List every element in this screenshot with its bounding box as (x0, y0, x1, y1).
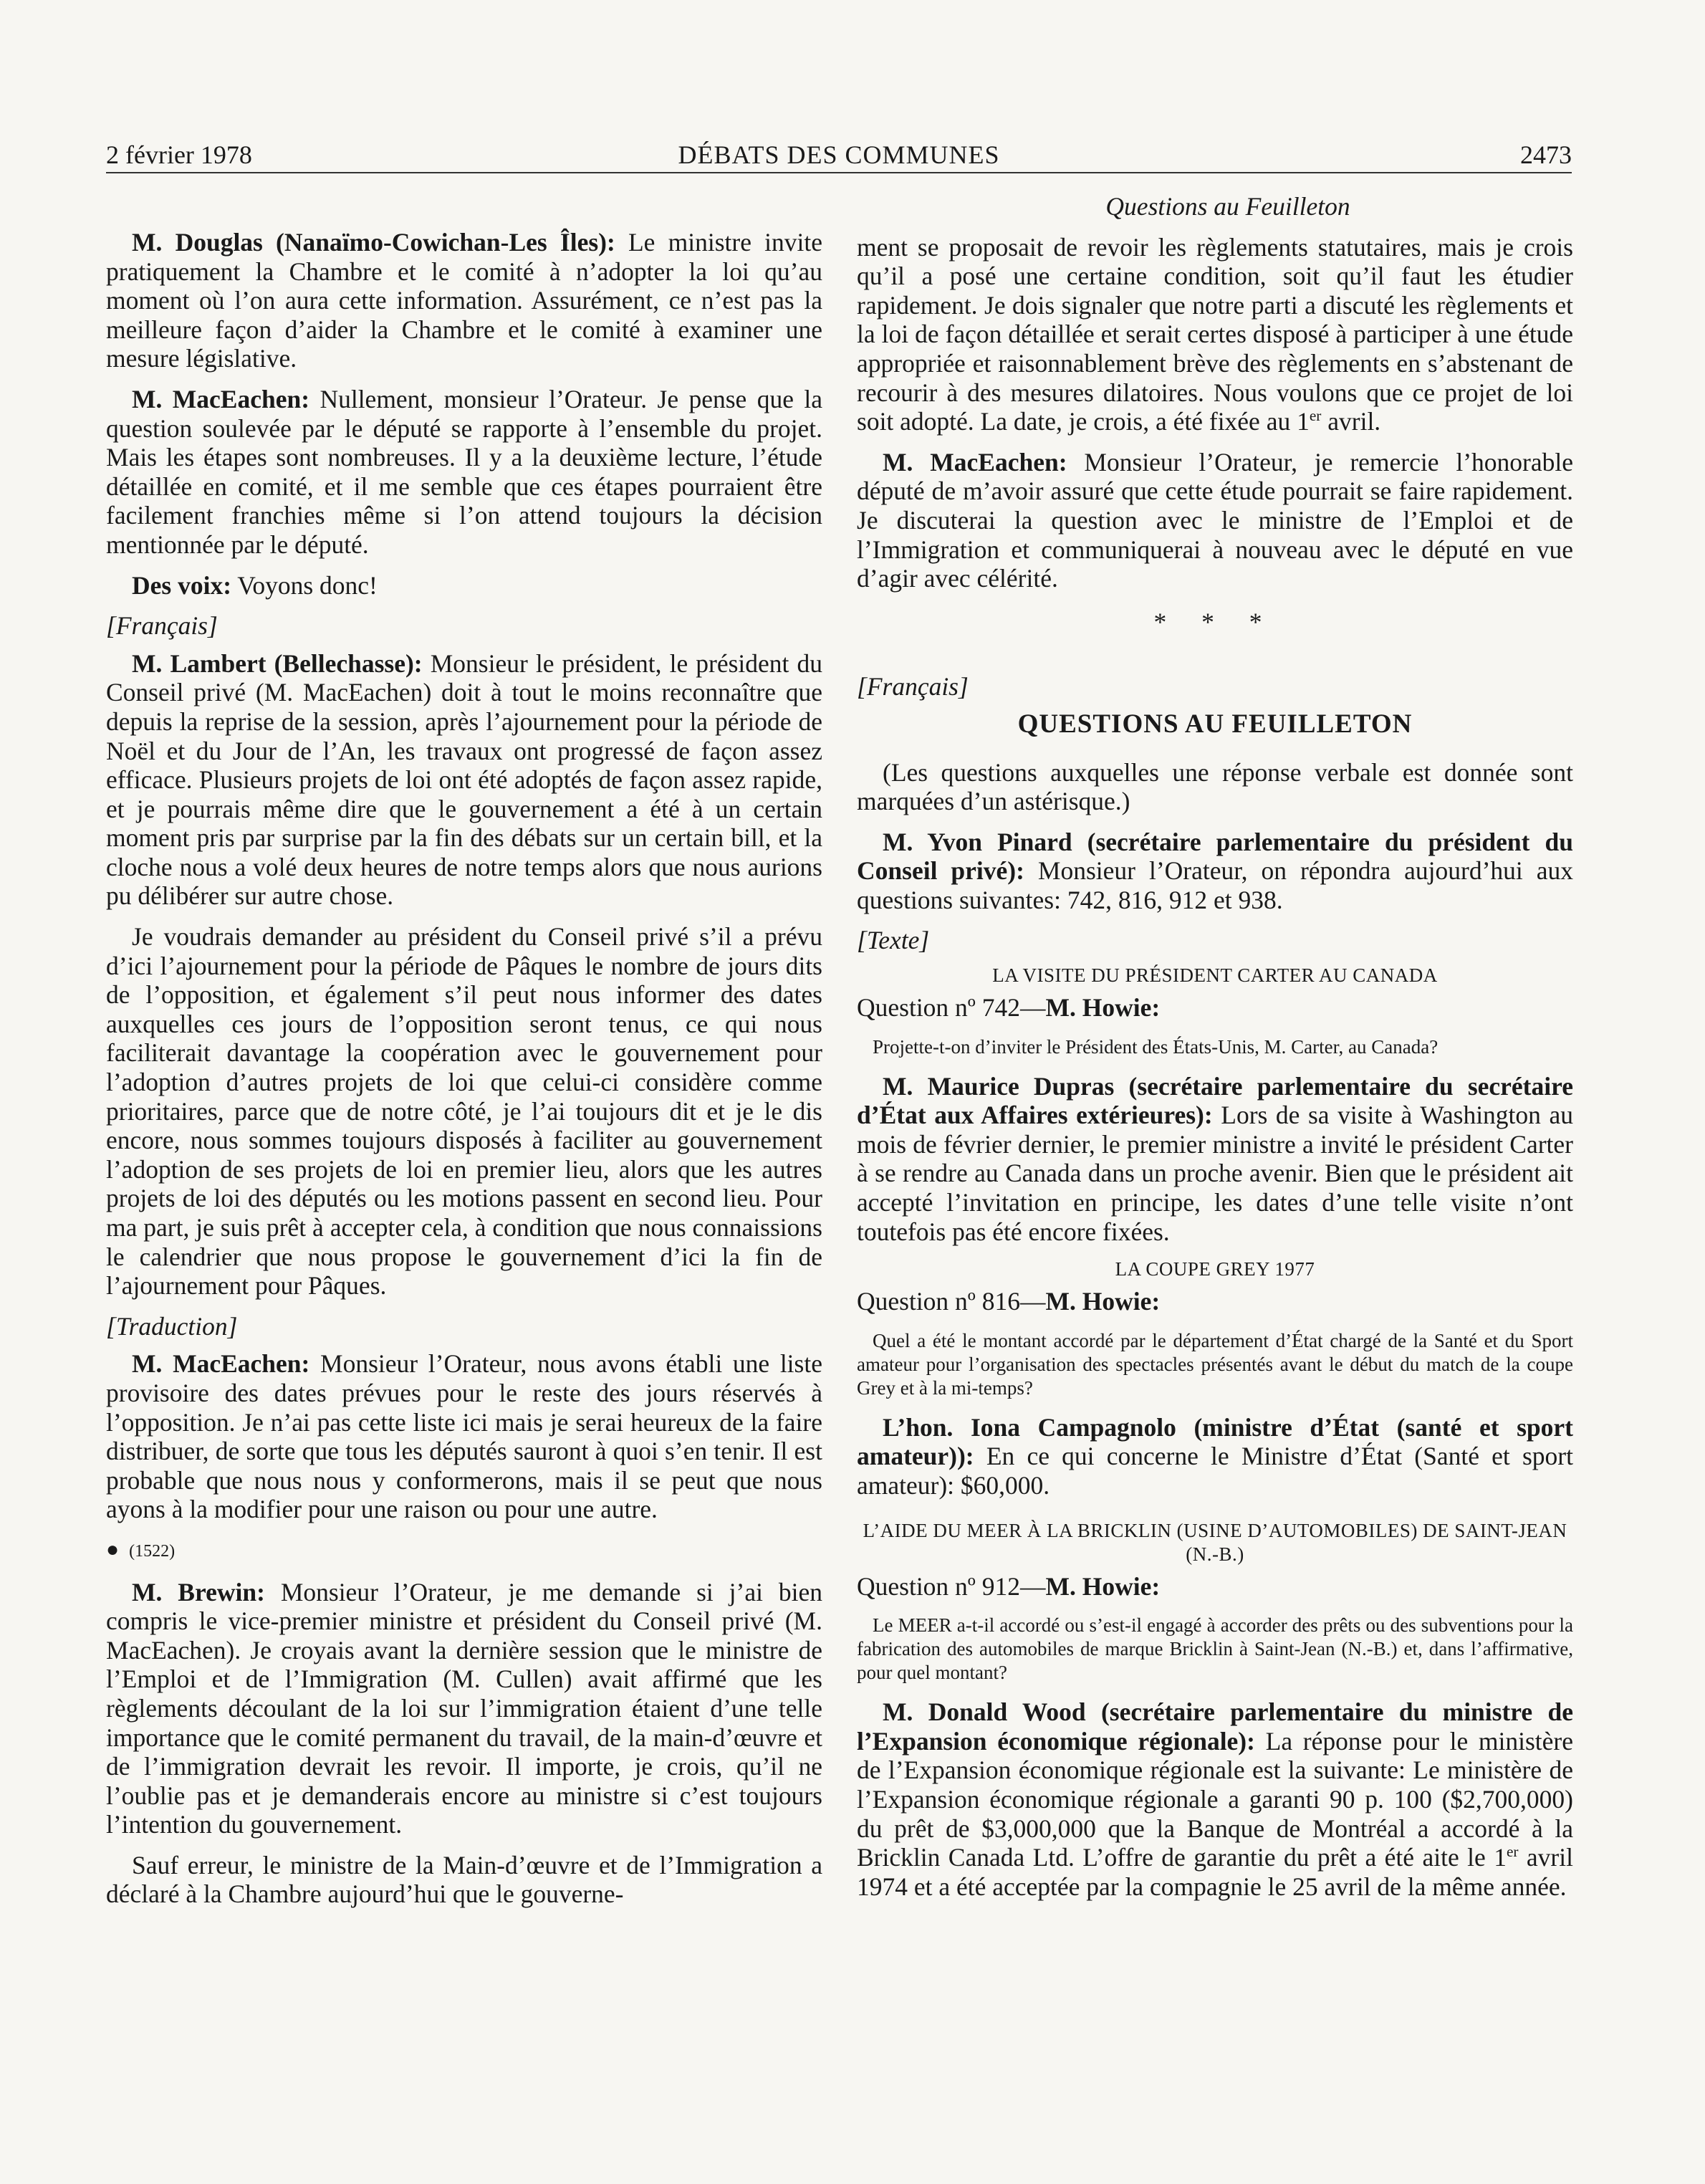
question-912-label: Question nº 912— (857, 1571, 1046, 1601)
language-tag-francais: [Français] (106, 611, 218, 641)
answer-816 (857, 1413, 1573, 1500)
question-912-asker: M. Howie: (1045, 1571, 1161, 1601)
speaker-lambert: M. Lambert (Bellechasse): (132, 648, 423, 678)
speaker-maceachen-3: M. MacEachen: (883, 447, 1067, 476)
page-header (106, 138, 1572, 173)
answer-912-ordinal: er (1506, 1843, 1519, 1861)
answer-912 (857, 1697, 1573, 1901)
speech-brewin: Monsieur l’Orateur, je me demande si j’ai bien compris le vice-premier ministre et président du Conseil privé (M. MacEachen). Je croyais avant la dernière session que le ministre de l’Emploi et de l’Immigration (M. Cullen) avait affirmé que les règlements découlant de la loi sur l’immigration étaient d’une telle importance que le comité permanent du travail, de la main-d’œuvre et de l’immigration devrait les revoir. Il importe, je crois, qu’il ne l’oublie pas et je demanderais encore au ministre si c’est toujours l’intention du gouvernement. (106, 1577, 822, 1839)
question-816-line (857, 1287, 1573, 1316)
speech-lambert: Monsieur le président, le président du Conseil privé (M. MacEachen) doit à tout le moins reconnaître que depuis la reprise de la session, après l’ajournement pour la période de Noël et du Jour de l’An, les travaux ont progressé de façon assez efficace. Plusieurs projets de loi ont été adoptés de façon assez rapide, et je pourrais même dire que le gouvernement a été à un certain moment pris par surprise par la fin des débats sur un certain bill, et la cloche nous a volé deux heures de notre temps alors que nous aurions pu délibérer sur autre chose. (106, 648, 822, 911)
question-816-title: LA COUPE GREY 1977 (1115, 1258, 1315, 1280)
time-marker-text: (1522) (129, 1541, 176, 1561)
speaker-douglas: M. Douglas (Nanaïmo-Cowichan-Les Îles): (132, 228, 615, 257)
language-tag-texte: [Texte] (857, 926, 930, 955)
paragraph-brewin-2: Sauf erreur, le ministre de la Main-d’œuvre et de l’Immigration a déclaré à la Chambre aujourd’hui que le gouverne- (106, 1850, 822, 1909)
question-816-label: Question nº 816— (857, 1287, 1046, 1316)
speech-maceachen-1: Nullement, monsieur l’Orateur. Je pense que la question soulevée par le député se rapporte à l’ensemble du projet. Mais les étapes sont nombreuses. Il y a la deuxième lecture, l’étude détaillée en comité, et il me semble que ces étapes pourraient être facilement franchies même si l’on attend toujours la décision mentionnée par le député. (106, 384, 822, 559)
answer-912-text: La réponse pour le ministère de l’Expansion économique régionale est la suivante: Le ministère de l’Expansion économique régionale a garanti 90 p. 100 ($2,700,000) du prêt de $3,000,000 que la Banque de Montréal a accordé à la Bricklin Canada Ltd. L’offre de garantie du prêt a été aite le 1 (857, 1726, 1573, 1872)
answer-816-text: En ce qui concerne le Ministre d’État (Santé et sport amateur): $60,000. (857, 1442, 1573, 1500)
paragraph-des-voix (106, 571, 822, 600)
header-title: DÉBATS DES COMMUNES (678, 140, 1000, 169)
language-tag-francais-2: [Français] (857, 672, 969, 701)
bullet-icon: ● (106, 1537, 120, 1561)
question-816-asker: M. Howie: (1045, 1287, 1161, 1316)
answer-742-text: Lors de sa visite à Washington au mois de février dernier, le premier ministre a invité le président Carter à se rendre au Canada dans un proche avenir. Bien que le président ait accepté l’invitation en principe, les dates d’une telle visite n’ont toutefois pas été encore fixées. (857, 1101, 1573, 1246)
answer-742 (857, 1072, 1573, 1247)
right-column (857, 192, 1573, 1912)
paragraph-maceachen-2 (106, 1349, 822, 1524)
continuation-ordinal: er (1309, 407, 1322, 425)
speech-maceachen-3: Monsieur l’Orateur, je remercie l’honorable député de m’avoir assuré que cette étude pourrait se faire rapidement. Je discuterai la question avec le ministre de l’Emploi et de l’Immigration et communiquerai à nouveau avec le député en vue d’agir avec célérité. (857, 447, 1574, 593)
section-title: QUESTIONS AU FEUILLETON (1017, 709, 1413, 739)
answer-912-end: avril 1974 et a été acceptée par la compagnie le 25 avril de la même année. (857, 1843, 1573, 1901)
answer-816-speaker: L’hon. Iona Campagnolo (ministre d’État (santé et sport amateur)): (857, 1412, 1573, 1471)
question-912-title: L’AIDE DU MEER À LA BRICKLIN (USINE D’AUTOMOBILES) DE SAINT-JEAN (N.-B.) (863, 1519, 1567, 1565)
paragraph-continuation (857, 233, 1573, 436)
question-912-text: Le MEER a-t-il accordé ou s’est-il engagé à accorder des prêts ou des subventions pour la fabrication des automobiles de marque Bricklin à Saint-Jean (N.-B.) et, dans l’affirmative, pour quel montant? (857, 1614, 1573, 1684)
speech-des-voix: Voyons donc! (231, 570, 378, 600)
speaker-maceachen: M. MacEachen: (132, 384, 310, 413)
answer-912-speaker: M. Donald Wood (secrétaire parlementaire du ministre de l’Expansion économique régionale): (857, 1697, 1573, 1756)
speech-douglas: Le ministre invite pratiquement la Chambre et le comité à n’adopter la loi qu’au moment où l’on aura cette information. Assurément, ce n’est pas la meilleure façon d’aider la Chambre et le comité à examiner une mesure législative. (106, 228, 822, 373)
speaker-des-voix: Des voix: (132, 570, 232, 600)
running-head: Questions au Feuilleton (1105, 192, 1350, 221)
continuation-text: ment se proposait de revoir les règlements statutaires, mais je crois qu’il a posé une certaine condition, soit qu’il faut les étudier rapidement. Je dois signaler que notre parti a discuté les règlements et la loi de façon détaillée et serait certes disposé à participer à une étude appropriée et raisonnablement brève des règlements en s’abstenant de recourir à des mesures dilatoires. Nous voulons que ce projet de loi soit adopté. La date, je crois, a été fixée au (857, 232, 1573, 436)
continuation-end: avril. (1321, 407, 1381, 436)
paragraph-maceachen-3 (857, 448, 1573, 593)
header-date: 2 février 1978 (106, 140, 252, 169)
left-column (106, 228, 822, 1920)
speaker-brewin: M. Brewin: (132, 1577, 265, 1606)
question-816-text: Quel a été le montant accordé par le département d’État chargé de la Santé et du Sport amateur pour l’organisation des spectacles présentés avant le début du match de la coupe Grey et à la mi-temps? (857, 1329, 1573, 1399)
question-742-line (857, 993, 1573, 1022)
paragraph-lambert (106, 649, 822, 911)
answer-742-speaker: M. Maurice Dupras (secrétaire parlementaire du secrétaire d’État aux Affaires extérieures): (857, 1071, 1573, 1130)
questions-intro: (Les questions auxquelles une réponse verbale est donnée sont marquées d’un astérisque.) (857, 757, 1573, 816)
question-742-asker: M. Howie: (1045, 993, 1161, 1022)
speech-maceachen-2: Monsieur l’Orateur, nous avons établi une liste provisoire des dates prévues pour le reste des jours réservés à l’opposition. Je n’ai pas cette liste ici mais je serai heureux de la faire distribuer, de sorte que tous les députés sauront à quoi s’en tenir. Il est probable que nous nous y conformerons, mais il se peut que nous ayons à la modifier pour une raison ou pour une autre. (106, 1349, 822, 1524)
speaker-maceachen-2: M. MacEachen: (132, 1349, 310, 1379)
page-number: 2473 (1520, 140, 1572, 169)
paragraph-pinard (857, 828, 1573, 915)
language-tag-traduction: [Traduction] (106, 1311, 238, 1341)
speaker-pinard: M. Yvon Pinard (secrétaire parlementaire du président du Conseil privé): (857, 827, 1573, 886)
question-742-label: Question nº 742— (857, 993, 1046, 1022)
question-742-title: LA VISITE DU PRÉSIDENT CARTER AU CANADA (992, 964, 1438, 987)
time-marker (106, 1536, 822, 1566)
question-912-line (857, 1572, 1573, 1601)
question-742-text: Projette-t-on d’inviter le Président des États-Unis, M. Carter, au Canada? (873, 1035, 1439, 1058)
section-separator: * * * (1153, 607, 1277, 636)
continuation-day: 1 (1297, 407, 1310, 436)
paragraph-maceachen-1 (106, 385, 822, 560)
paragraph-douglas (106, 228, 822, 373)
paragraph-lambert-2: Je voudrais demander au président du Conseil privé s’il a prévu d’ici l’ajournement pour la période de Pâques le nombre de jours dits de l’opposition, et également s’il peut nous informer des dates auxquelles ces jours de l’opposition seront tenus, ce qui nous faciliterait davantage la coopération avec le gouvernement pour l’adoption d’autres projets de loi que celui-ci considère comme prioritaires, parce que de notre côté, je l’ai toujours dit et je le dis encore, nous sommes toujours disposés à faciliter au gouvernement l’adoption de ses projets de loi en premier lieu, alors que les autres projets de loi des députés ou les motions passent en second lieu. Pour ma part, je suis prêt à accepter cela, à condition que nous connaissions le calendrier que nous propose le gouvernement d’ici la fin de l’ajournement pour Pâques. (106, 922, 822, 1301)
paragraph-brewin (106, 1578, 822, 1839)
speech-pinard: Monsieur l’Orateur, on répondra aujourd’hui aux questions suivantes: 742, 816, 912 et 938. (857, 856, 1573, 914)
